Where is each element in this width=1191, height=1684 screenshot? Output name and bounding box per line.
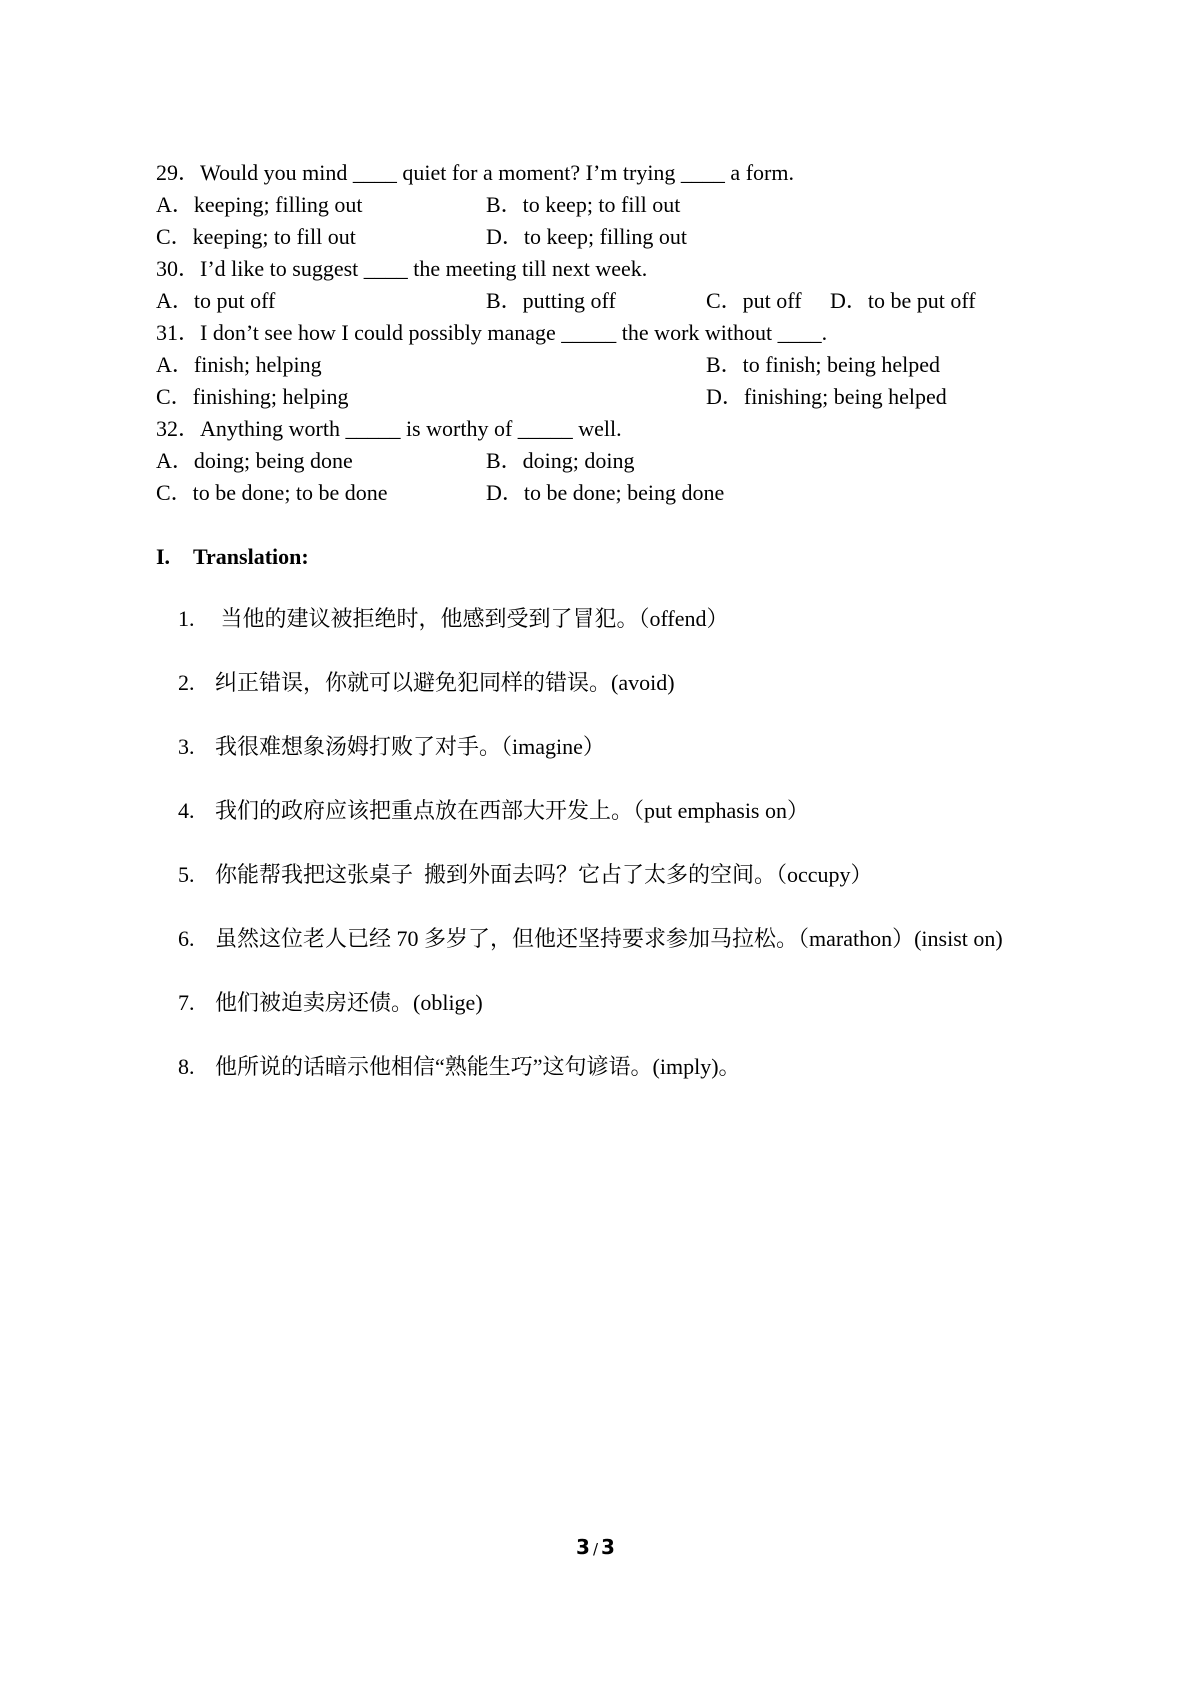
translation-item-text: 虽然这位老人已经 70 多岁了，但他还坚持要求参加马拉松。（marathon）(insist on): [215, 926, 1003, 951]
translation-item-text: 我们的政府应该把重点放在西部大开发上。（put emphasis on）: [215, 798, 809, 823]
question-29-option-b: B．to keep; to fill out: [486, 192, 681, 217]
question-32-option-a: A．doing; being done: [156, 448, 353, 473]
question-31-option-d: D．finishing; being helped: [706, 384, 947, 409]
translation-heading: [156, 542, 309, 572]
question-31-option-a: A．finish; helping: [156, 352, 322, 377]
question-32-option-d: D．to be done; being done: [486, 480, 725, 505]
question-30-option-c: C．put off: [706, 288, 802, 313]
translation-item-text: 我很难想象汤姆打败了对手。（imagine）: [215, 734, 605, 759]
translation-item-text: 纠正错误，你就可以避免犯同样的错误。(avoid): [215, 670, 675, 695]
translation-item-number: 4.: [178, 798, 195, 823]
translation-item-text: 你能帮我把这张桌子 搬到外面去吗？它占了太多的空间。（occupy）: [215, 862, 873, 887]
question-29-option-d: D．to keep; filling out: [486, 224, 688, 249]
page-separator: /: [592, 1540, 599, 1558]
translation-item-number: 2.: [178, 670, 195, 695]
page-number: [0, 1535, 1191, 1559]
question-32-stem: 32．Anything worth _____ is worthy of _____ well.: [156, 416, 622, 441]
translation-item-text: 当他的建议被拒绝时，他感到受到了冒犯。（offend）: [215, 606, 729, 631]
question-31-option-b: B．to finish; being helped: [706, 352, 941, 377]
translation-item-number: 3.: [178, 734, 195, 759]
question-30-stem: 30．I’d like to suggest ____ the meeting till next week.: [156, 256, 648, 281]
translation-item-text: 他所说的话暗示他相信“熟能生巧”这句谚语。(imply)。: [215, 1054, 741, 1079]
total-pages: 3: [601, 1535, 615, 1559]
translation-item-number: 1.: [178, 606, 195, 631]
question-29-stem: 29．Would you mind ____ quiet for a moment? I’m trying ____ a form.: [156, 160, 794, 185]
current-page: 3: [576, 1535, 590, 1559]
translation-section-title: Translation:: [193, 544, 309, 569]
question-32-option-b: B．doing; doing: [486, 448, 635, 473]
translation-section-number: I.: [156, 544, 171, 569]
question-29-option-a: A．keeping; filling out: [156, 192, 363, 217]
question-30-option-b: B．putting off: [486, 288, 616, 313]
question-29-option-c: C．keeping; to fill out: [156, 224, 356, 249]
translation-item-number: 7.: [178, 990, 195, 1015]
translation-item-number: 6.: [178, 926, 195, 951]
translation-item-number: 8.: [178, 1054, 195, 1079]
question-31-option-c: C．finishing; helping: [156, 384, 349, 409]
question-32-option-c: C．to be done; to be done: [156, 480, 388, 505]
translation-item-8: [156, 1022, 741, 1112]
translation-item-text: 他们被迫卖房还债。(oblige): [215, 990, 483, 1015]
question-30-option-d: D．to be put off: [830, 288, 976, 313]
question-30-option-a: A．to put off: [156, 288, 276, 313]
translation-item-number: 5.: [178, 862, 195, 887]
question-31-stem: 31．I don’t see how I could possibly manage _____ the work without ____.: [156, 320, 828, 345]
